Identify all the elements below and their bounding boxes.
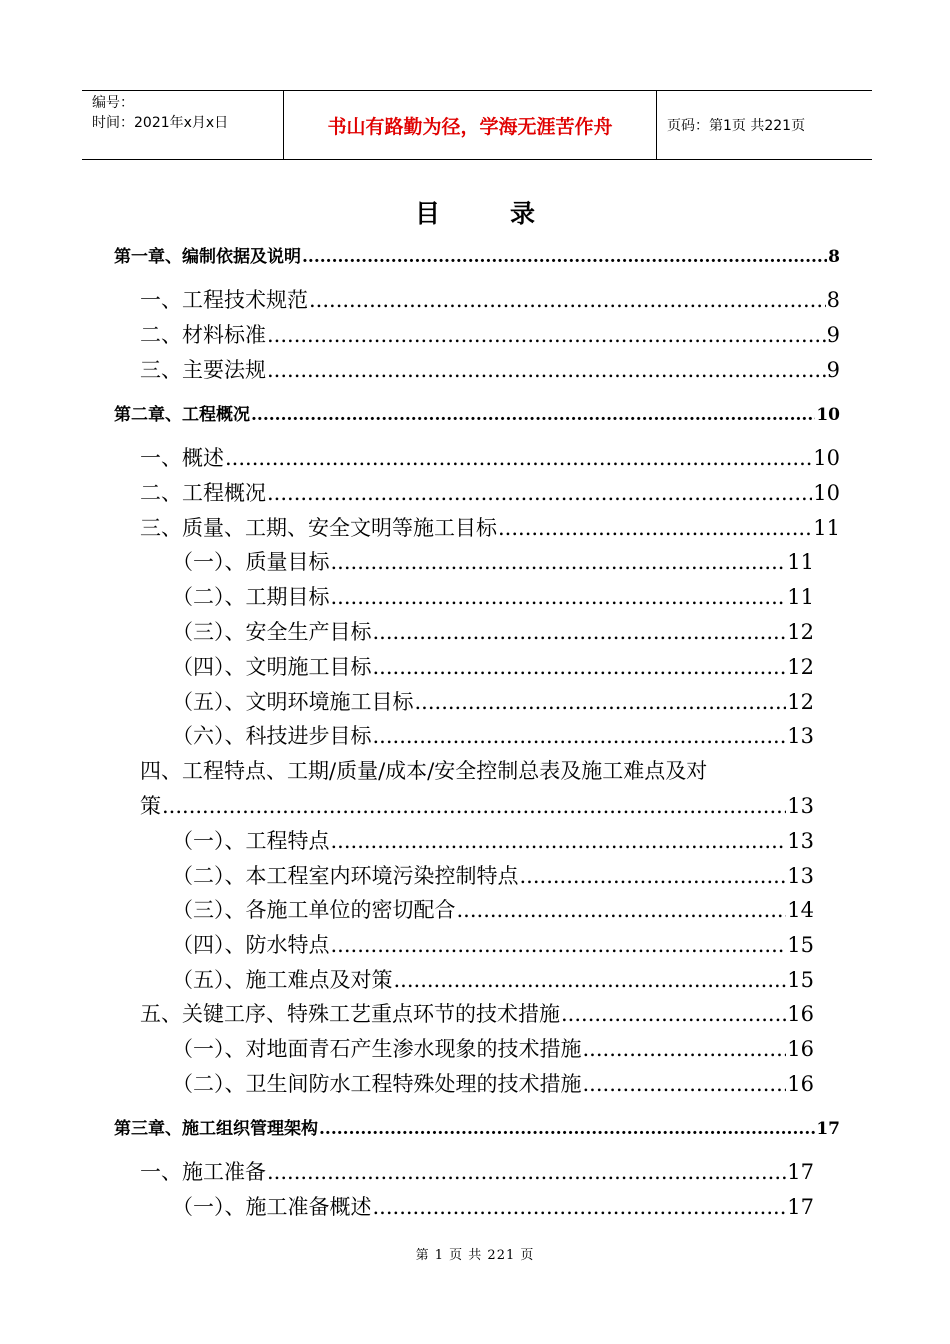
toc-entry-text: 第二章、工程概况 (114, 405, 250, 425)
toc-leader (267, 323, 826, 347)
toc-leader (561, 1002, 786, 1026)
toc-entry[interactable] (140, 354, 840, 384)
toc-entry[interactable] (172, 1191, 814, 1221)
toc-leader (498, 516, 812, 540)
toc-entry-text: 一、工程技术规范 (140, 288, 308, 312)
toc-entry[interactable] (114, 1114, 840, 1139)
toc-entry[interactable] (140, 319, 840, 349)
document-time-label: 时间：2021年x月x日 (92, 115, 229, 131)
toc-leader (251, 405, 815, 425)
toc-entry-text: （六）、科技进步目标 (172, 724, 372, 748)
toc-entry-wrapped-line[interactable]: 四、工程特点、工期/质量/成本/安全控制总表及施工难点及对 (140, 759, 708, 783)
toc-entry-text: （二）、卫生间防水工程特殊处理的技术措施 (172, 1072, 582, 1096)
toc-entry-page: 11 (787, 550, 814, 574)
toc-entry[interactable] (172, 964, 814, 994)
toc-entry[interactable] (172, 581, 814, 611)
toc-entry-page: 12 (787, 620, 814, 644)
toc-leader (162, 794, 786, 818)
toc-leader (267, 1160, 786, 1184)
toc-entry[interactable] (140, 1156, 814, 1186)
toc-entry[interactable] (172, 616, 814, 646)
toc-leader (331, 933, 787, 957)
toc-entry-page: 10 (813, 481, 840, 505)
toc-leader (319, 1119, 815, 1139)
toc-entry-text: （一）、工程特点 (172, 829, 330, 853)
toc-entry-text: （四）、防水特点 (172, 933, 330, 957)
toc-entry[interactable] (172, 929, 814, 959)
toc-entry-page: 16 (787, 1002, 814, 1026)
toc-entry[interactable] (114, 400, 840, 425)
toc-entry-page: 10 (813, 446, 840, 470)
toc-entry-page: 13 (787, 724, 814, 748)
toc-entry-text: 五、关键工序、特殊工艺重点环节的技术措施 (140, 1002, 560, 1026)
toc-leader (331, 585, 787, 609)
toc-entry[interactable] (172, 686, 814, 716)
toc-entry-page: 13 (787, 829, 814, 853)
toc-title: 目录 (414, 199, 605, 228)
toc-entry-page: 12 (787, 655, 814, 679)
toc-entry-text: 策 (140, 794, 161, 818)
toc-entry-text: 一、施工准备 (140, 1160, 266, 1184)
toc-leader (394, 968, 787, 992)
toc-entry[interactable] (140, 998, 814, 1028)
toc-entry-text: （一）、对地面青石产生渗水现象的技术措施 (172, 1037, 582, 1061)
toc-entry[interactable] (140, 512, 840, 542)
toc-entry-page: 13 (787, 794, 814, 818)
toc-entry-text: （一）、施工准备概述 (172, 1195, 372, 1219)
toc-entry-page: 15 (787, 933, 814, 957)
toc-entry[interactable] (172, 546, 814, 576)
toc-entry-text: （五）、施工难点及对策 (172, 968, 393, 992)
toc-entry-text: 第三章、施工组织管理架构 (114, 1119, 318, 1139)
toc-entry[interactable] (172, 1068, 814, 1098)
toc-leader (267, 358, 826, 382)
toc-entry[interactable] (140, 477, 840, 507)
toc-leader (373, 724, 787, 748)
document-number-label: 编号： (92, 95, 134, 111)
toc-entry[interactable] (172, 894, 814, 924)
page-footer: 第 1 页 共 221 页 (415, 1248, 535, 1263)
toc-entry[interactable] (114, 242, 840, 267)
toc-entry-text: 二、材料标准 (140, 323, 266, 347)
toc-entry[interactable] (140, 284, 840, 314)
toc-entry-page: 16 (787, 1037, 814, 1061)
toc-entry-page: 8 (828, 247, 840, 267)
header-page-label: 页码：第1页 共221页 (667, 118, 806, 134)
toc-entry-page: 17 (787, 1160, 814, 1184)
toc-entry[interactable] (172, 860, 814, 890)
toc-entry-text: （二）、工期目标 (172, 585, 330, 609)
header-motto: 书山有路勤为径，学海无涯苦作舟 (284, 91, 657, 159)
page-header (82, 90, 872, 160)
toc-leader (373, 655, 787, 679)
toc-leader (457, 898, 787, 922)
toc-leader (331, 829, 787, 853)
toc-leader (520, 864, 787, 888)
toc-entry-page: 17 (787, 1195, 814, 1219)
toc-entry[interactable] (140, 790, 814, 820)
toc-leader (331, 550, 787, 574)
toc-entry-text: 第一章、编制依据及说明 (114, 247, 301, 267)
toc-entry-page: 11 (813, 516, 840, 540)
toc-entry[interactable] (172, 1033, 814, 1063)
toc-entry-page: 15 (787, 968, 814, 992)
toc-entry-text: （四）、文明施工目标 (172, 655, 372, 679)
toc-leader (583, 1072, 787, 1096)
toc-leader (415, 690, 787, 714)
toc-entry-text: （二）、本工程室内环境污染控制特点 (172, 864, 519, 888)
toc-entry-page: 9 (826, 323, 840, 347)
toc-leader (373, 620, 787, 644)
toc-entry[interactable] (172, 825, 814, 855)
toc-leader (267, 481, 812, 505)
toc-entry-page: 14 (787, 898, 814, 922)
toc-entry[interactable] (140, 442, 840, 472)
toc-leader (225, 446, 812, 470)
toc-entry-text: 三、质量、工期、安全文明等施工目标 (140, 516, 497, 540)
toc-entry-text: 三、主要法规 (140, 358, 266, 382)
header-meta (82, 91, 284, 159)
toc-entry-text: 二、工程概况 (140, 481, 266, 505)
toc-leader (583, 1037, 787, 1061)
toc-entry-text: （五）、文明环境施工目标 (172, 690, 414, 714)
toc-entry-page: 10 (816, 405, 840, 425)
toc-entry-page: 9 (826, 358, 840, 382)
toc-entry-page: 13 (787, 864, 814, 888)
toc-entry-page: 12 (787, 690, 814, 714)
toc-entry-page: 11 (787, 585, 814, 609)
toc-entry-text: （一）、质量目标 (172, 550, 330, 574)
toc-entry-text: （三）、各施工单位的密切配合 (172, 898, 456, 922)
toc-entry[interactable] (172, 720, 814, 750)
toc-entry-text: 一、概述 (140, 446, 224, 470)
toc-leader (302, 247, 827, 267)
toc-entry[interactable] (172, 651, 814, 681)
toc-entry-page: 17 (816, 1119, 840, 1139)
toc-entry-text: （三）、安全生产目标 (172, 620, 372, 644)
toc-entry-page: 16 (787, 1072, 814, 1096)
toc-leader (373, 1195, 787, 1219)
toc-entry-page: 8 (826, 288, 840, 312)
toc-leader (309, 288, 826, 312)
